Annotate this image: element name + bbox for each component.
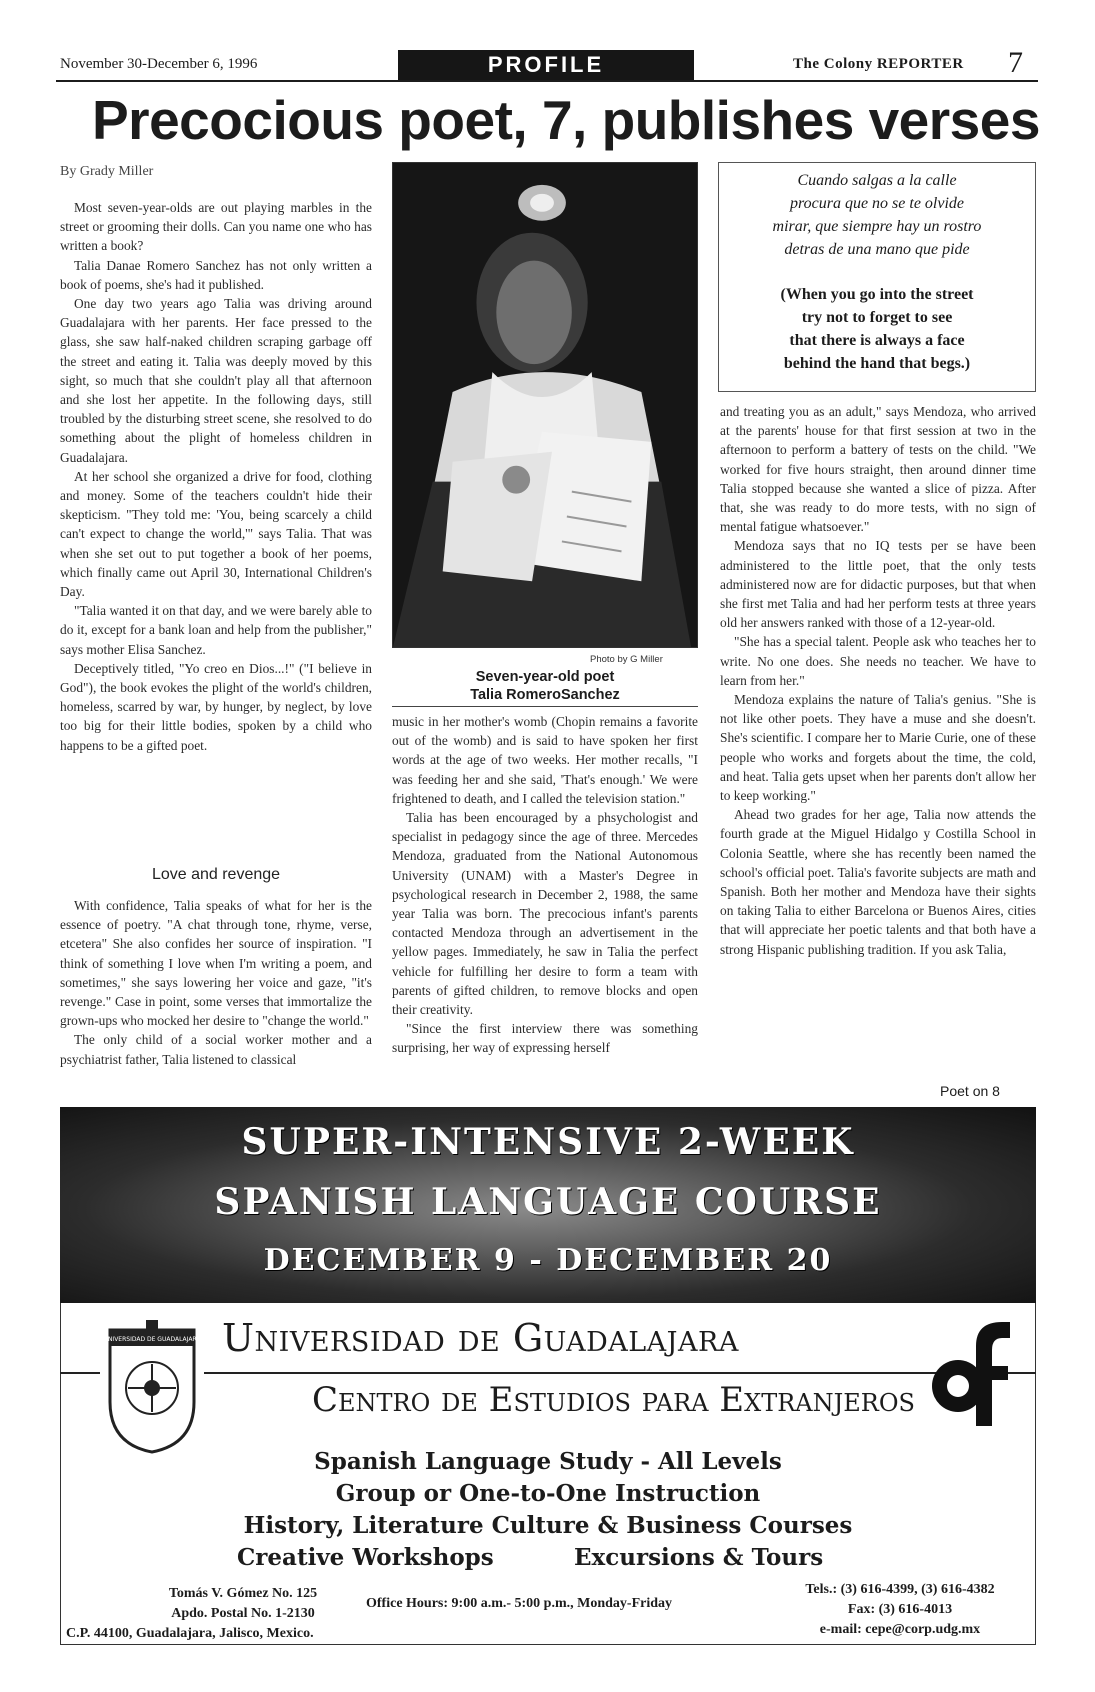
seal-text: UNIVERSIDAD DE GUADALAJARA xyxy=(103,1336,201,1343)
paragraph: music in her mother's womb (Chopin remains a favorite out of the womb) and is said to have spoken her first words at the age of two weeks. Her mother recalls, "I was feeding her and she said, 'That's enough.' We were frightened to death, and I called the television station." xyxy=(392,714,698,806)
article-column-1 xyxy=(60,198,372,755)
poem-line: detras de una mano que pide xyxy=(784,241,970,258)
paragraph: Talia Danae Romero Sanchez has not only written a book of poems, she's had it published. xyxy=(60,257,372,292)
poem-spanish xyxy=(719,169,1035,261)
paragraph: Talia has been encouraged by a phsychologist and specialist in pedagogy since the age of three. Mercedes Mendoza, graduated from the National Autonomous University (UNAM) with a Master's Degree in psychological research in December 2, 1988, the same year Talia was born. The precocious infant's parents contacted Mendoza through an advertisement in the yellow pages. Immediately, he saw in Talia the perfect vehicle for fulfilling her desire to form a team with parents of gifted children, to remove blocks and open their creativity. xyxy=(392,810,698,1018)
center-name: Centro de Estudios para Extranjeros xyxy=(312,1380,915,1420)
address-line: Apdo. Postal No. 1-2130 xyxy=(171,1606,315,1621)
ad-line: History, Literature Culture & Business Courses xyxy=(243,1512,853,1539)
article-column-3 xyxy=(720,402,1036,959)
poem-english xyxy=(719,283,1035,375)
section-label: PROFILE xyxy=(398,50,694,80)
paragraph: "Talia wanted it on that day, and we were barely able to do it, except for a bank loan and help from the publisher," says mother Elisa Sanchez. xyxy=(60,603,372,657)
ad-address xyxy=(150,1584,336,1624)
ad-contact xyxy=(790,1580,1010,1640)
continued-jump: Poet on 8 xyxy=(940,1083,1000,1099)
university-name: Universidad de Guadalajara xyxy=(222,1316,739,1360)
headline: Precocious poet, 7, publishes verses xyxy=(92,89,1040,151)
photo-credit: Photo by G Miller xyxy=(590,654,663,665)
paragraph: Ahead two grades for her age, Talia now attends the fourth grade at the Miguel Hidalgo y Costilla School in Colonia Seattle, where she has recently been named the school's official poet. Talia's favorite subjects are math and Spanish. Both her mother and Mendoza have their sights on taking Talia to either Barcelona or Buenos Aires, cities that will appreciate her poetic talents and that both have a strong Hispanic publishing tradition. If you ask Talia, xyxy=(720,807,1036,957)
address-line: Tomás V. Gómez No. 125 xyxy=(168,1586,318,1601)
subheading: Love and revenge xyxy=(151,866,281,883)
ad-banner-line: SUPER-INTENSIVE 2-WEEK xyxy=(241,1121,855,1163)
paragraph: and treating you as an adult," says Mendoza, who arrived at the parents' house for that first session at two in the afternoon to perform a battery of tests on the child. "We worked for five hours straight, then around dinner time Talia stopped because she wanted a slice of pizza. After that, she was ready to do more tests, with no sign of mental fatigue whatsoever." xyxy=(720,404,1036,535)
paragraph: "She has a special talent. People ask who teaches her to write. No one does. She needs no teacher. We have to learn from her." xyxy=(720,634,1036,688)
ad-city: C.P. 44100, Guadalajara, Jalisco, Mexico. xyxy=(66,1626,314,1641)
newspaper-name: The Colony REPORTER xyxy=(793,56,964,72)
poem-line: try not to forget to see xyxy=(801,309,953,326)
paragraph: The only child of a social worker mother and a psychiatrist father, Talia listened to classical xyxy=(60,1032,372,1067)
caption-divider xyxy=(392,706,698,707)
email-address: e-mail: cepe@corp.udg.mx xyxy=(819,1622,981,1637)
caption-line: Talia RomeroSanchez xyxy=(470,687,620,703)
ad-banner-line: SPANISH LANGUAGE COURSE xyxy=(214,1181,882,1223)
byline: By Grady Miller xyxy=(60,164,154,179)
paragraph: Deceptively titled, "Yo creo en Dios...!" ("I believe in God"), the book evokes the plight of the world's children, homeless, scarred by war, by hunger, by neglect, by love too big for their little bodies, spoken by a child who happens to be a gifted poet. xyxy=(60,660,372,753)
article-column-2 xyxy=(392,712,698,1058)
cepe-logo-icon xyxy=(928,1316,1012,1436)
ad-divider xyxy=(60,1372,1036,1374)
header-divider xyxy=(56,80,1038,82)
paragraph: One day two years ago Talia was driving around Guadalajara with her parents. Her face pressed to the glass, she saw half-naked children scraping garbage off the street and eating it. Talia was deeply moved by this sight, so much that she couldn't play all that afternoon and she lost her appetite. In the following days, still troubled by the disturbing street scene, she resolved to do something about the plight of homeless children in Guadalajara. xyxy=(60,296,372,465)
article-column-1-continued xyxy=(60,896,372,1069)
ad-line: Spanish Language Study - All Levels xyxy=(314,1448,782,1475)
photo-girl-reading xyxy=(392,162,698,648)
fax-number: Fax: (3) 616-4013 xyxy=(847,1602,953,1617)
page-number: 7 xyxy=(1008,46,1023,79)
phone-numbers: Tels.: (3) 616-4399, (3) 616-4382 xyxy=(805,1582,995,1597)
paragraph: Most seven-year-olds are out playing marbles in the street or grooming their dolls. Can you name one who has written a book? xyxy=(60,200,372,254)
poem-line: behind the hand that begs.) xyxy=(783,355,971,372)
ad-banner xyxy=(60,1107,1036,1303)
issue-date: November 30-December 6, 1996 xyxy=(60,56,258,72)
paragraph: At her school she organized a drive for food, clothing and money. Some of the teachers couldn't hide their skepticism. "They told me: 'You, being scarcely a child can't expect to change the world,'" says Talia. That was when she set out to put together a book of her poems, which finally came out April 30, International Children's Day. xyxy=(60,468,372,600)
photo-caption xyxy=(392,668,698,704)
university-seal-icon xyxy=(100,1316,204,1456)
ad-line: Excursions & Tours xyxy=(574,1544,824,1571)
poem-line: mirar, que siempre hay un rostro xyxy=(772,218,982,235)
poem-box xyxy=(718,162,1036,392)
paragraph: Mendoza explains the nature of Talia's genius. "She is not like other poets. They have a muse and she doesn't. She's scientific. I compare her to Marie Curie, one of these people who works and forgets about the time, the cold, and heat. Talia gets upset when her parents don't allow her to keep working." xyxy=(720,692,1036,804)
poem-line: Cuando salgas a la calle xyxy=(797,172,957,189)
logo-text: cf xyxy=(955,1429,961,1436)
ad-line: Creative Workshops xyxy=(237,1544,494,1571)
paragraph: "Since the first interview there was something surprising, her way of expressing herself xyxy=(392,1021,698,1056)
poem-line: procura que no se te olvide xyxy=(789,195,965,212)
office-hours: Office Hours: 9:00 a.m.- 5:00 p.m., Monday-Friday xyxy=(366,1596,673,1611)
caption-line: Seven-year-old poet xyxy=(475,669,615,685)
paragraph: Mendoza says that no IQ tests per se have been administered to the little poet, that the only tests administered now are for didactic purposes, but that when she first met Talia and had her perform tests at three years old her answers ranked with those of a 12-year-old. xyxy=(720,538,1036,631)
poem-line: (When you go into the street xyxy=(780,286,974,303)
poem-line: that there is always a face xyxy=(789,332,965,349)
ad-line: Group or One-to-One Instruction xyxy=(335,1480,761,1507)
ad-banner-line: DECEMBER 9 - DECEMBER 20 xyxy=(263,1243,833,1278)
paragraph: With confidence, Talia speaks of what for her is the essence of poetry. "A chat through tone, rhyme, verse, etcetera" She also confides her source of inspiration. "I think of something I love when I'm writing a poem, and sometimes," she says lowering her voice and gaze, "it's revenge." Case in point, some verses that immortalize the grown-ups who mocked her desire to "change the world." xyxy=(60,898,372,1029)
